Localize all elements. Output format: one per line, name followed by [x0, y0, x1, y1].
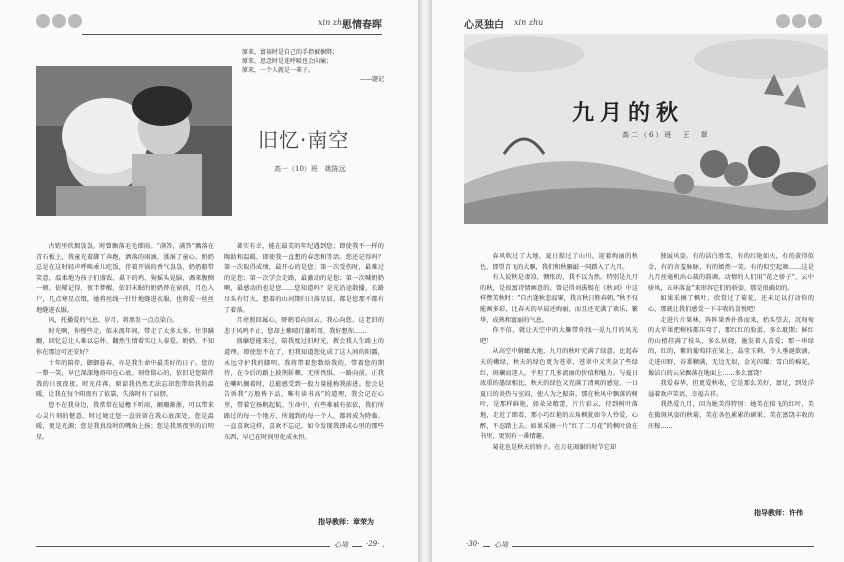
article-title: 九月的秋	[572, 100, 685, 126]
paragraph: 走进片片果林，阵阵果香扑鼻而来，抬头望去，沉甸甸的大苹果把树枝都压弯了，那红红的脸蛋，多么耽期；鲜红的山楂挂满了枝头，多么妖娆，施发着人喜爱；那一串绿的，红的，紫的葡萄挂在果上，晶莹玉剩，令人垂涎欲滴。走进田野，谷黍颗满，无边无垠，金光闪耀；雪白的棉花，像洁白的云朵飘落在地面上……多么富饶！	[648, 316, 814, 377]
paragraph: 我爱春华，但更爱秋收，它是那么美好，富足，到处洋溢着欢声笑语，幸福吉祥。	[648, 380, 814, 398]
paragraph: 有人说秋是凄凉，惆怅的，我不以为然。特别是九月的秋，是很富诗情画意的。曾记得刘禹锡在《秋词》中这样赞美秋时：“自古逢秋悲寂寥，我言秋日胜春朝。”秋不仅能画多彩，比春天的早晨还绚丽，而且还充满了欢乐，繁华，成熟和富丽的气息。	[480, 274, 638, 324]
paragraph: 月亮照回属心，野鹤看向回云，我心向您。这老旧的悲于风鸣不止，您却上紫晴行潮听哥，我好想你……	[224, 317, 384, 335]
paragraph: 如果采摘了枫叶，欣赏过了菊花，还未足以打动你的心，那就让我们感受一下丰收的喜悦吧！	[648, 295, 814, 313]
autumn-illustration	[464, 34, 828, 224]
epigraph-attribution: ——题记	[359, 76, 384, 83]
paragraph: 从高空中俯瞰大地，九月的秋叶充满了绿意。比起春天的嫩绿，秋天的绿色更为苍翠，苍翠中又夹杂了些绿红，斑斓而迷人。平坦了几多流丽的价值和魅力。与夏日浓重的墨绿相比，秋天的绿色又充满了清爽的感觉，一日夏日的炎热与室闷，使人为之振奋。那在秋风中飘落的树叶，是那样鲜艳，如朵朵精蕾，片片彩云，待到树叶落地，走近了细看，那小巧红艳的五角枫犹如今人怜爱，心醉，不忍踏上去。如果采摘一片“红了二月花”的枫叶放在书里，更别有一番情趣。	[480, 348, 638, 441]
book-gutter	[418, 0, 432, 562]
article-title: 旧忆·南空	[258, 128, 350, 152]
left-page	[0, 0, 418, 562]
page-number: ·29·	[362, 540, 383, 548]
paragraph: 你不信，就让天空中的大雁带你找一觅九月的风光吧！	[480, 327, 638, 345]
paragraph: 您不在我身边，我常常在屋檐下听雨，阑珊渐浙，可以带来心灵片刻的惬意。时过境迁您一直驻留在我心底深处，您是温暖，更是光源；您是我真没时的嘴角上扬；您是我黑夜里的启明星。	[36, 401, 214, 441]
paragraph: 独展风姿。有的洁白胜雪，有的红艳如火，有的黄得似金，有的含羞脉脉，有的嫣然一笑。有的似空起舞……这是九月丝毫机出心裁的韵调。动情的人们用“花之骄子”、云中骄凤，五环落盆”来形容它们的骄姿，那是很确切的。	[648, 253, 814, 292]
header-decoration	[36, 14, 84, 31]
epigraph-line: 原来，思念时是连呼吸也会向痛；	[242, 58, 333, 65]
paragraph: 我热爱九月，因为她美得特别：她美在掠飞的红叶，美在傲斑风姿的秋菊，美在各色累累的硕果，美在富饶丰收的庄稼……	[648, 401, 814, 430]
teacher-credit: 指导教师：许伟	[754, 509, 803, 517]
right-column-1	[480, 252, 638, 453]
footer-mark: 心境	[490, 540, 512, 550]
article-byline: 高一（10）班 姚陈远	[274, 165, 346, 173]
right-page-header	[432, 14, 844, 36]
paragraph: 著实有幸，能在最美的年纪遇到您；即使我不一样的陶助和温暖，即使我一直想的春恋和等活。您还记得吗？第一次取得成绩，最开心的是您；第一次受伤时，最难过的是您；第一次学会走路，最激动的是您；第一次喊奶奶啊，最感动的也是您……您知道吗？是光沿途散播，长路尽头有灯火。想着的山河期归日落星辰，都是您那不都有了着落。	[224, 243, 384, 314]
grandmother-child-photo	[36, 66, 232, 216]
paragraph: 菊花也是秋天的娇子。在万花凋谢的时节它却	[492, 443, 617, 451]
epigraph-line: 原来，一个人就是一辈子。	[242, 67, 315, 74]
paragraph: 春风吹过了大地，夏日掠过了山川。迎着绚丽的秋色，即望青飞的大雁，我们和秋雁敲一同踏入了九月。	[480, 253, 638, 271]
left-column-1	[36, 242, 214, 443]
epigraph-line: 原来，富裕时是自己的手指被捆绑；	[242, 49, 339, 56]
left-page-header	[0, 14, 418, 36]
paragraph: 时光啊，你慢些走，似未流年间，带走了太多太多。往事蹒跚，回忆总让人难以忘怀，翻然生情着实让人泰爱。奶奶，不知你在那边可还安好？	[36, 327, 214, 356]
article-byline: 高二（6）班 王 翠	[622, 131, 710, 139]
teacher-credit: 指导教师：章荣为	[318, 518, 374, 526]
right-page	[432, 0, 844, 562]
paragraph: 十年的陪伴，御御暮春，亦是我生命中最美好的日子。您的一颦一笑，早已深深地烙印在心底。刻骨铭心的，依旧是您陪伴我的日夜夜夜。时光荏苒，原谅我仍然无法忘却您带给我的温暖，让我在每个阳夜有了依靠，失落时有了肩膀。	[36, 359, 214, 399]
paragraph: 古销里炊烟袅袅，时曾飘落毛毛细雨。“满答，满答”溅落在青石板上，我童光着脚丫奔跑，洒落的雨滴，涨湿了童心。奶奶总是在这时轻声呼唤乖儿吃饭，伴着开锅的香气袅袅，奶奶船带笑意，温柔地为孩子们盛饭。桌下的鸡、狗摇头晃脑，调来腹侧一顿。依稀记得，夜半梦醒，依旧未眠的奶奶替在窗前，月色入户，几点寒星点缀，她将丝线一针针地缝进衣服，也将爱一丝丝地缝进衣服。	[36, 243, 214, 314]
page-number: ·30·	[462, 540, 483, 548]
section-title: 思情春晖	[342, 20, 382, 31]
paragraph: 风，托播爱的气息，岁月，将黑发一点点染白。	[48, 317, 179, 325]
left-page-footer	[0, 538, 418, 556]
footer-mark: 心境	[330, 540, 352, 550]
right-page-footer	[432, 538, 844, 556]
header-decoration	[776, 14, 824, 31]
section-title: 心灵独白	[464, 20, 504, 31]
epigraph	[242, 48, 384, 84]
left-column-2	[224, 242, 384, 443]
header-pinyin: xin zhu	[318, 18, 348, 27]
header-pinyin: xin zhu	[514, 18, 544, 27]
right-column-2	[648, 252, 814, 432]
paragraph: 盛蘼您能来过，陪我度过旧时光，教会我人生路上的道理。即使您不在了，但我知道您化成了这人间的阳露，永远守护我的脚明。我将带着您数给我的，带着您的期待，在今后的路上披荆斩棘，无所畏惧，一路向前。正我在喇叭搁着时，总能感受到一股力量能梅我前进。您会是告诉我“万般皆下品，唯有读书高”的道理，我会记在心里，带着它扬帆起航。生命中，有些难被有依依，我们所路过的每一个地方，所遇到的每一个人，都将成为降临。一直喜欢这样，喜欢不忘记，如今发现我即成心里的那些东西，早已在时间里化成永恒。	[224, 338, 384, 441]
